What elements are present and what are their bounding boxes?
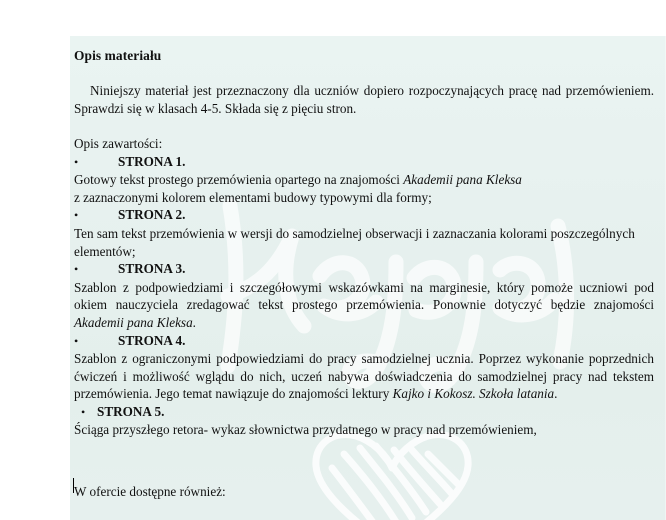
strona-1-body (74, 171, 666, 189)
strona-4-title-italic: Kajko i Kokosz. Szkoła latania (392, 386, 555, 402)
strona-5-body: Ściąga przyszłego retora- wykaz słownictwa przydatnego w pracy nad przemówieniem, (74, 422, 537, 438)
strona-4-body-text: Szablon z ograniczonymi podpowiedziami do pracy samodzielnej ucznia. Poprzez wykonanie poprzednich ćwiczeń i możliwość wglądu do nich, uczeń nabywa doświadczenia do samodzielnej pracy nad tekstem przemówienia. Jego temat nawiązuje do znajomości lektury (74, 351, 654, 402)
bullet-icon: • (74, 333, 79, 348)
strona-1-body-text: Gotowy tekst prostego przemówienia opartego na znajomości (74, 172, 404, 188)
document-surface (70, 36, 666, 520)
spacer (70, 439, 666, 457)
spacer (70, 117, 666, 135)
spacer (70, 474, 666, 483)
bullet-icon: • (74, 262, 79, 277)
bullet-row-strona-1 (74, 153, 666, 172)
bullet-icon: • (74, 154, 79, 169)
closing-line: W ofercie dostępne również: (74, 484, 226, 500)
strona-4-label: STRONA 4. (118, 332, 186, 348)
contents-label: Opis zawartości: (74, 135, 163, 151)
strona-1-label: STRONA 1. (118, 153, 186, 169)
strona-4-body (74, 350, 666, 403)
bullet-row-strona-2 (74, 206, 666, 225)
bullet-icon: • (81, 404, 86, 419)
spacer (70, 65, 666, 83)
strona-2-body: Ten sam tekst przemówienia w wersji do samodzielnej obserwacji i zaznaczania kolorami poszczególnych elementów; (74, 225, 635, 259)
strona-4-body-tail: . (554, 386, 558, 402)
strona-3-label: STRONA 3. (118, 261, 186, 277)
strona-1-body-line2: z zaznaczonymi kolorem elementami budowy typowymi dla formy; (74, 189, 432, 205)
bullet-row-strona-4 (74, 332, 666, 351)
strona-5-label: STRONA 5. (97, 403, 165, 419)
page-title: Opis materiału (74, 48, 162, 63)
intro-paragraph: Niniejszy materiał jest przeznaczony dla uczniów dopiero rozpoczynających pracę nad przemówieniem. Sprawdzi się w klasach 4-5. Składa się z pięciu stron. (74, 83, 654, 116)
strona-3-body (74, 279, 666, 332)
text-caret[interactable] (73, 478, 74, 493)
strona-3-title-italic: Akademii pana Kleksa (74, 314, 193, 330)
document-text-layer (70, 42, 666, 501)
bullet-row-strona-5 (74, 403, 666, 422)
strona-3-body-text: Szablon z podpowiedziami i szczegółowymi wskazówkami na marginesie, który pomoże uczniowi pod okiem nauczyciela zredagować tekst prostego przemówienia. Ponownie dotyczyć będzie znajomości (74, 279, 654, 313)
bullet-icon: • (74, 208, 79, 223)
strona-3-body-tail: . (192, 314, 196, 330)
strona-2-label: STRONA 2. (118, 207, 186, 223)
spacer (70, 457, 666, 475)
strona-1-title-italic: Akademii pana Kleksa (403, 172, 522, 188)
bullet-row-strona-3 (74, 260, 666, 279)
